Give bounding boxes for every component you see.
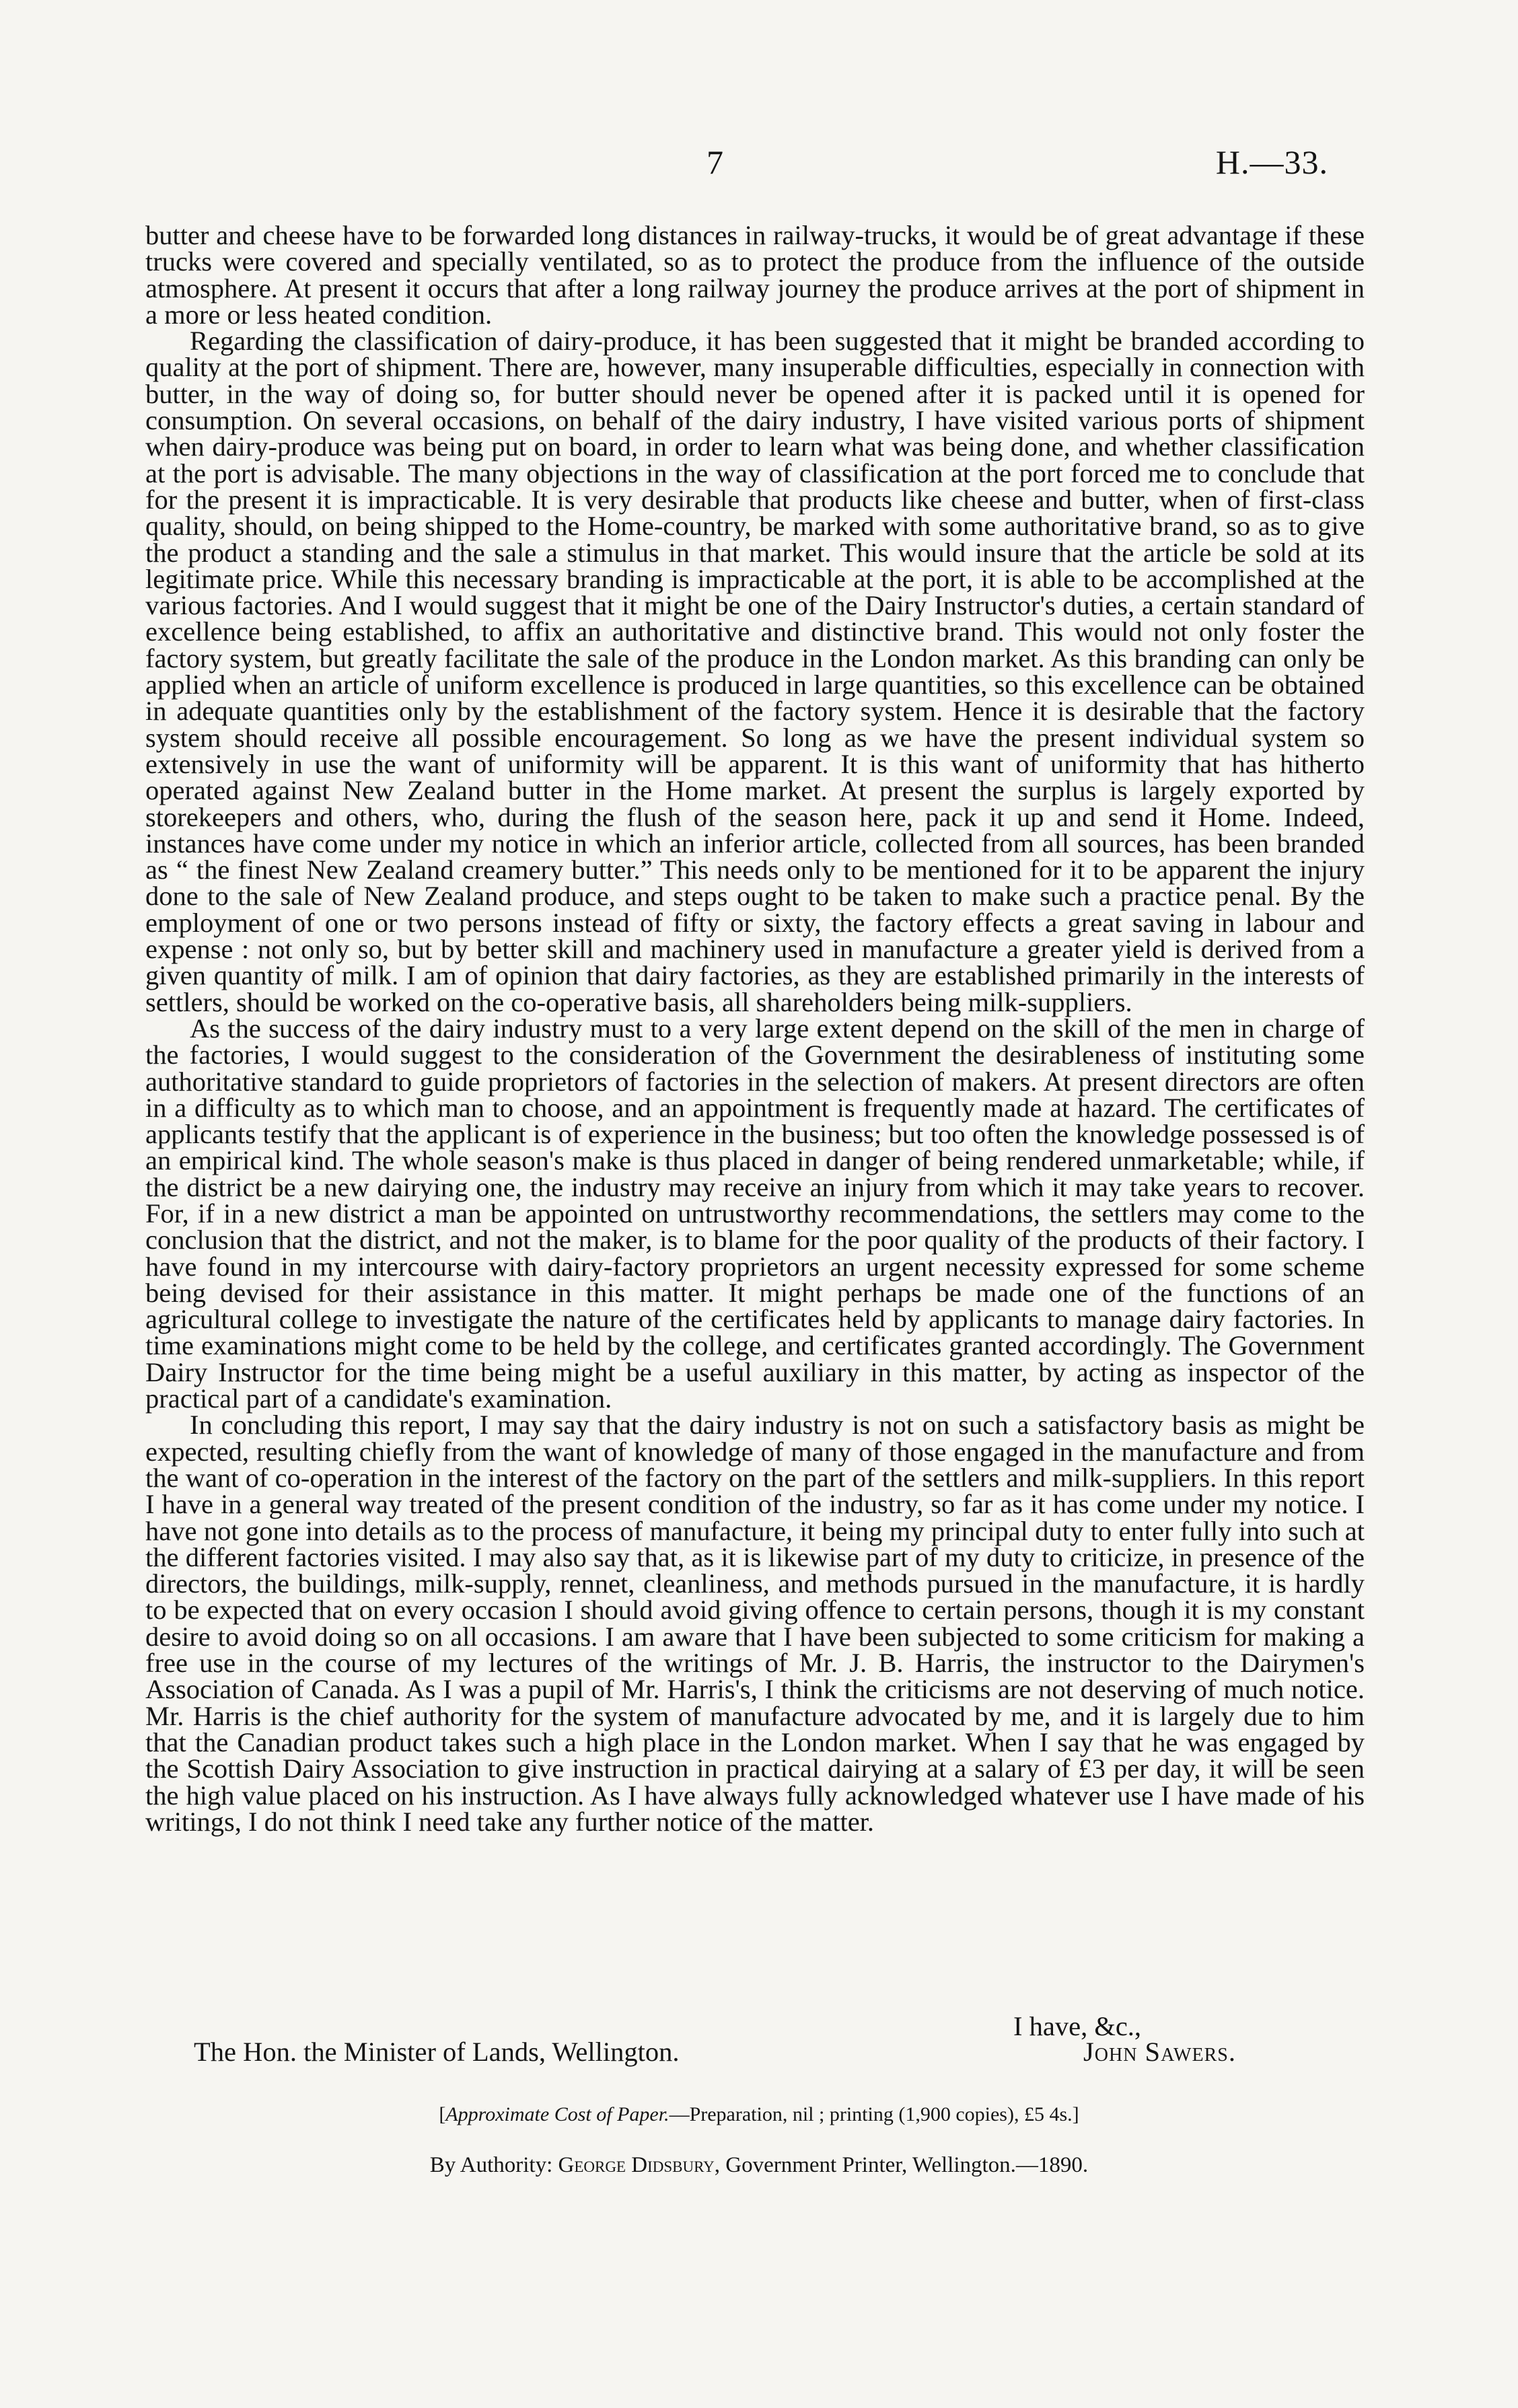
report-body (145, 222, 1365, 1835)
printer-name: George Didsbury (558, 2153, 715, 2177)
cost-note-text: —Preparation, nil ; printing (1,900 copies), £5 4s. (669, 2103, 1073, 2125)
printer-prefix: By Authority: (429, 2153, 558, 2177)
closing-salutation: I have, &c., (1013, 2011, 1142, 2041)
cost-note (0, 2103, 1518, 2126)
page-header (0, 143, 1518, 190)
addressee: The Hon. the Minister of Lands, Wellington. (194, 2037, 680, 2067)
paragraph: In concluding this report, I may say that the dairy industry is not on such a satisfactory basis as might be expected, resulting chiefly from the want of knowledge of many of those engaged in the manufacture and from the want of co-operation in the interest of the factory on the part of the settlers and milk-suppliers. In this report I have in a general way treated of the present condition of the industry, so far as it has come under my notice. I have not gone into details as to the process of manufacture, it being my principal duty to enter fully into such at the different factories visited. I may also say that, as it is likewise part of my duty to criticize, in presence of the directors, the buildings, milk-supply, rennet, cleanliness, and methods pursued in the manufacture, it is hardly to be expected that on every occasion I should avoid giving offence to certain persons, though it is my constant desire to avoid doing so on all occasions. I am aware that I have been subjected to some criticism for making a free use in the course of my lectures of the writings of Mr. J. B. Harris, the instructor to the Dairymen's Association of Canada. As I was a pupil of Mr. Harris's, I think the criticisms are not deserving of much notice. Mr. Harris is the chief authority for the system of manufacture advocated by me, and it is largely due to him that the Canadian product takes such a high place in the London market. When I say that he was engaged by the Scottish Dairy Association to give instruction in practical dairying at a salary of £3 per day, it will be seen the high value placed on his instruction. As I have always fully acknowledged whatever use I have made of his writings, I do not think I need take any further notice of the matter. (145, 1410, 1365, 1837)
printer-imprint (0, 2153, 1518, 2178)
paragraph: As the success of the dairy industry must to a very large extent depend on the skill of the men in charge of the factories, I would suggest to the consideration of the Government the desirableness of instituting some authoritative standard to guide proprietors of factories in the selection of makers. At present directors are often in a difficulty as to which man to choose, and an appointment is frequently made at hazard. The certificates of applicants testify that the applicant is of experience in the business; but too often the knowledge possessed is of an empirical kind. The whole season's make is thus placed in danger of being rendered unmarketable; while, if the district be a new dairying one, the industry may receive an injury from which it may take years to recover. For, if in a new district a man be appointed on untrustworthy recommendations, the settlers may come to the conclusion that the district, and not the maker, is to blame for the poor quality of the products of their factory. I have found in my intercourse with dairy-factory proprietors an urgent necessity expressed for some scheme being devised for their assistance in this matter. It might perhaps be made one of the functions of an agricultural college to investigate the nature of the certificates held by applicants to manage dairy factories. In time examinations might come to be held by the college, and certificates granted accordingly. The Government Dairy Instructor for the time being might be a useful auxiliary in this matter, by acting as inspector of the practical part of a candidate's examination. (145, 1013, 1365, 1414)
signature-row (0, 2036, 1518, 2070)
paragraph: butter and cheese have to be forwarded long distances in railway-trucks, it would be of great advantage if these trucks were covered and specially ventilated, so as to protect the produce from the influence of the outside atmosphere. At present it occurs that after a long railway journey the produce arrives at the port of shipment in a more or less heated condition. (145, 220, 1365, 330)
cost-note-close-bracket: ] (1072, 2103, 1079, 2125)
cost-note-label: Approximate Cost of Paper. (445, 2103, 670, 2125)
printer-suffix: , Government Printer, Wellington.—1890. (714, 2153, 1089, 2177)
document-code: H.—33. (1215, 143, 1328, 181)
cost-note-open-bracket: [ (439, 2103, 446, 2125)
paragraph: Regarding the classification of dairy-produce, it has been suggested that it might be branded according to quality at the port of shipment. There are, however, many insuperable difficulties, especially in connection with butter, in the way of doing so, for butter should never be opened after it is packed until it is opened for consumption. On several occasions, on behalf of the dairy industry, I have visited various ports of shipment when dairy-produce was being put on board, in order to learn what was being done, and whether classification at the port is advisable. The many objections in the way of classification at the port forced me to conclude that for the present it is impracticable. It is very desirable that products like cheese and butter, when of first-class quality, should, on being shipped to the Home-country, be marked with some authoritative brand, so as to give the product a standing and the sale a stimulus in that market. This would insure that the article be sold at its legitimate price. While this necessary branding is impracticable at the port, it is able to be accomplished at the various factories. And I would suggest that it might be one of the Dairy Instructor's duties, a certain standard of excellence being established, to affix an authoritative and distinctive brand. This would not only foster the factory system, but greatly facilitate the sale of the produce in the London market. As this branding can only be applied when an article of uniform excellence is produced in large quantities, so this excellence can be obtained in adequate quantities only by the establishment of the factory system. Hence it is desirable that the factory system should receive all possible encouragement. So long as we have the present individual system so extensively in use the want of uniformity will be apparent. It is this want of uniformity that has hitherto operated against New Zealand butter in the Home market. At present the surplus is largely exported by storekeepers and others, who, during the flush of the season here, pack it up and send it Home. Indeed, instances have come under my notice in which an inferior article, collected from all sources, has been branded as “ the finest New Zealand creamery butter.” This needs only to be mentioned for it to be apparent the injury done to the sale of New Zealand produce, and steps ought to be taken to make such a practice penal. By the employment of one or two persons instead of fifty or sixty, the factory effects a great saving in labour and expense : not only so, but by better skill and machinery used in manufacture a greater yield is derived from a given quantity of milk. I am of opinion that dairy factories, as they are established primarily in the interests of settlers, should be worked on the co-operative basis, all shareholders being milk-suppliers. (145, 326, 1365, 1017)
page-number: 7 (707, 143, 723, 181)
signature: John Sawers. (1083, 2037, 1236, 2067)
